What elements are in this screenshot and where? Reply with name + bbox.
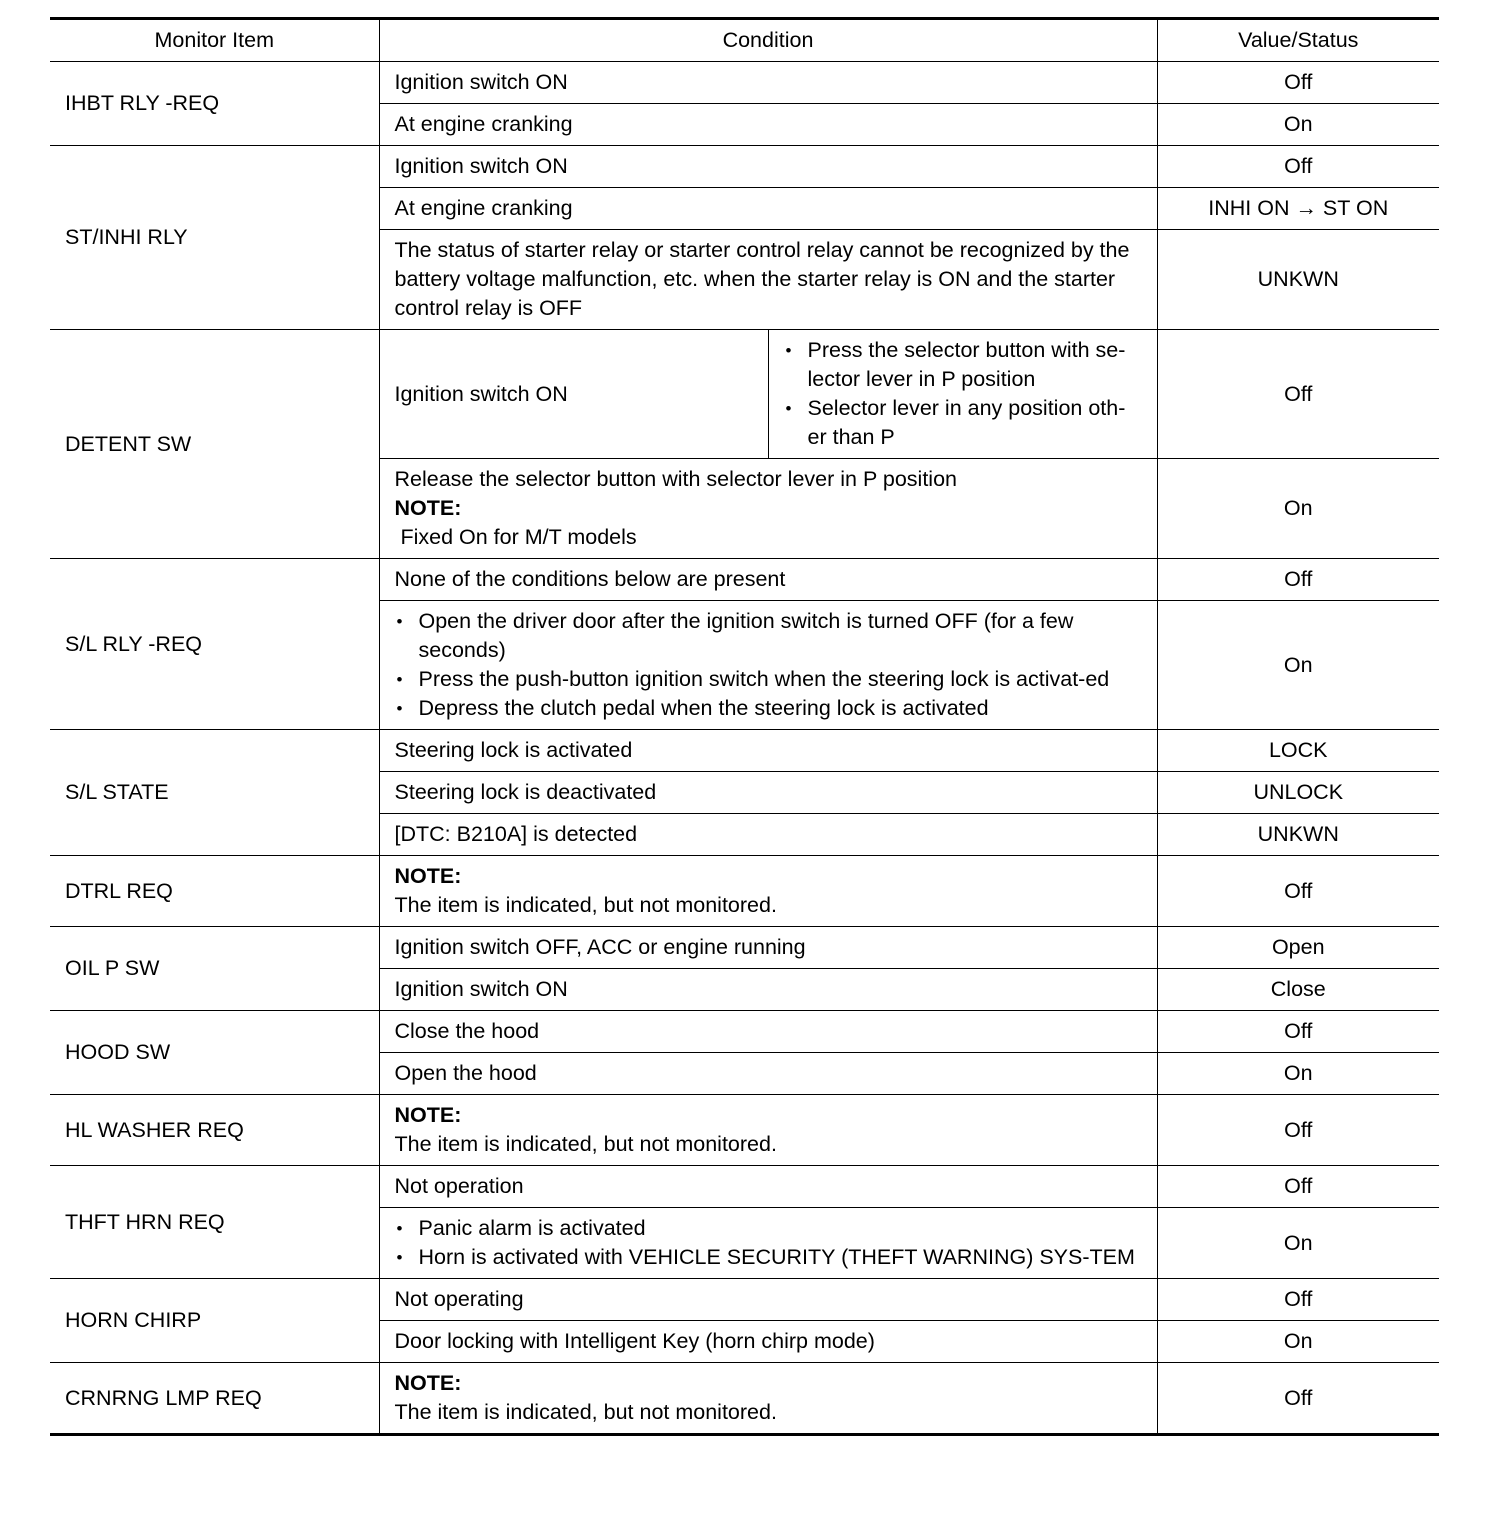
condition-cell: [DTC: B210A] is detected xyxy=(379,814,1157,856)
table-row xyxy=(50,1363,1439,1435)
monitor-item-cell: THFT HRN REQ xyxy=(50,1166,379,1279)
monitor-item-cell: IHBT RLY -REQ xyxy=(50,62,379,146)
condition-cell: Open the hood xyxy=(379,1053,1157,1095)
value-cell: On xyxy=(1157,1321,1439,1363)
header-value-status: Value/Status xyxy=(1157,19,1439,62)
value-cell: On xyxy=(1157,104,1439,146)
table-row xyxy=(50,1166,1439,1208)
condition-cell: Not operation xyxy=(379,1166,1157,1208)
bullet-list xyxy=(784,336,1142,452)
condition-cell: At engine cranking xyxy=(379,188,1157,230)
note-label: NOTE: xyxy=(394,496,462,520)
condition-cell: None of the conditions below are present xyxy=(379,559,1157,601)
monitor-item-table xyxy=(50,17,1439,1436)
note-text: The item is indicated, but not monitored. xyxy=(394,893,777,917)
header-monitor-item: Monitor Item xyxy=(50,19,379,62)
header-condition: Condition xyxy=(379,19,1157,62)
condition-text: Release the selector button with selector lever in P position xyxy=(394,467,957,491)
condition-cell: Steering lock is activated xyxy=(379,730,1157,772)
table-row xyxy=(50,330,1439,459)
value-cell: Off xyxy=(1157,1095,1439,1166)
value-cell: Off xyxy=(1157,1363,1439,1435)
value-cell: On xyxy=(1157,601,1439,730)
condition-cell xyxy=(379,1363,1157,1435)
monitor-item-cell: DTRL REQ xyxy=(50,856,379,927)
table-row xyxy=(50,1095,1439,1166)
value-cell: Off xyxy=(1157,1011,1439,1053)
list-item: • Depress the clutch pedal when the steering lock is activated xyxy=(395,694,1142,723)
condition-cell xyxy=(379,459,1157,559)
monitor-item-cell: S/L RLY -REQ xyxy=(50,559,379,730)
condition-cell xyxy=(379,856,1157,927)
condition-cell: Ignition switch ON xyxy=(379,969,1157,1011)
monitor-item-cell: HORN CHIRP xyxy=(50,1279,379,1363)
value-cell: LOCK xyxy=(1157,730,1439,772)
note-label: NOTE: xyxy=(394,864,462,888)
condition-cell: The status of starter relay or starter control relay cannot be recognized by the battery voltage malfunction, etc. when the starter relay is ON and the starter control relay is OFF xyxy=(379,230,1157,330)
monitor-item-cell: HL WASHER REQ xyxy=(50,1095,379,1166)
value-cell: Off xyxy=(1157,330,1439,459)
list-item: • Press the push-button ignition switch when the steering lock is activat-ed xyxy=(395,665,1142,694)
header-row xyxy=(50,19,1439,62)
list-item: • Open the driver door after the ignition switch is turned OFF (for a few seconds) xyxy=(395,607,1142,665)
value-cell: Off xyxy=(1157,62,1439,104)
bullet-list xyxy=(395,607,1142,723)
table-row xyxy=(50,1011,1439,1053)
condition-cell: Ignition switch OFF, ACC or engine running xyxy=(379,927,1157,969)
condition-cell xyxy=(379,601,1157,730)
table-row xyxy=(50,559,1439,601)
table-row xyxy=(50,927,1439,969)
value-cell: UNKWN xyxy=(1157,230,1439,330)
note-text: Fixed On for M/T models xyxy=(394,525,637,549)
monitor-item-cell: CRNRNG LMP REQ xyxy=(50,1363,379,1435)
condition-cell: Close the hood xyxy=(379,1011,1157,1053)
value-cell: UNKWN xyxy=(1157,814,1439,856)
table-row xyxy=(50,1279,1439,1321)
note-label: NOTE: xyxy=(394,1103,462,1127)
monitor-item-cell: ST/INHI RLY xyxy=(50,146,379,330)
value-cell: Close xyxy=(1157,969,1439,1011)
table-row xyxy=(50,146,1439,188)
monitor-item-cell: HOOD SW xyxy=(50,1011,379,1095)
note-text: The item is indicated, but not monitored. xyxy=(394,1400,777,1424)
condition-cell: Ignition switch ON xyxy=(379,62,1157,104)
value-cell: On xyxy=(1157,1208,1439,1279)
condition-cell xyxy=(379,1095,1157,1166)
value-cell: On xyxy=(1157,459,1439,559)
list-item: • Selector lever in any position oth-er than P xyxy=(784,394,1142,452)
condition-cell: Steering lock is deactivated xyxy=(379,772,1157,814)
monitor-item-cell: DETENT SW xyxy=(50,330,379,559)
table-row xyxy=(50,62,1439,104)
monitor-item-cell: S/L STATE xyxy=(50,730,379,856)
list-item: • Horn is activated with VEHICLE SECURITY (THEFT WARNING) SYS-TEM xyxy=(395,1243,1142,1272)
table-row xyxy=(50,856,1439,927)
value-cell: Off xyxy=(1157,1166,1439,1208)
condition-cell: At engine cranking xyxy=(379,104,1157,146)
monitor-item-cell: OIL P SW xyxy=(50,927,379,1011)
condition-cell: Door locking with Intelligent Key (horn chirp mode) xyxy=(379,1321,1157,1363)
condition-subcell xyxy=(768,330,1157,459)
condition-cell: Ignition switch ON xyxy=(379,146,1157,188)
note-label: NOTE: xyxy=(394,1371,462,1395)
note-text: The item is indicated, but not monitored. xyxy=(394,1132,777,1156)
value-cell: UNLOCK xyxy=(1157,772,1439,814)
value-cell: Off xyxy=(1157,856,1439,927)
condition-cell xyxy=(379,1208,1157,1279)
list-item: • Press the selector button with se-lector lever in P position xyxy=(784,336,1142,394)
value-cell: Off xyxy=(1157,559,1439,601)
table-row xyxy=(50,730,1439,772)
condition-cell: Not operating xyxy=(379,1279,1157,1321)
value-cell: Open xyxy=(1157,927,1439,969)
condition-cell: Ignition switch ON xyxy=(379,330,768,459)
value-cell: On xyxy=(1157,1053,1439,1095)
list-item: • Panic alarm is activated xyxy=(395,1214,1142,1243)
value-cell: Off xyxy=(1157,1279,1439,1321)
value-cell: Off xyxy=(1157,146,1439,188)
bullet-list xyxy=(395,1214,1142,1272)
value-cell: INHI ON → ST ON xyxy=(1157,188,1439,230)
